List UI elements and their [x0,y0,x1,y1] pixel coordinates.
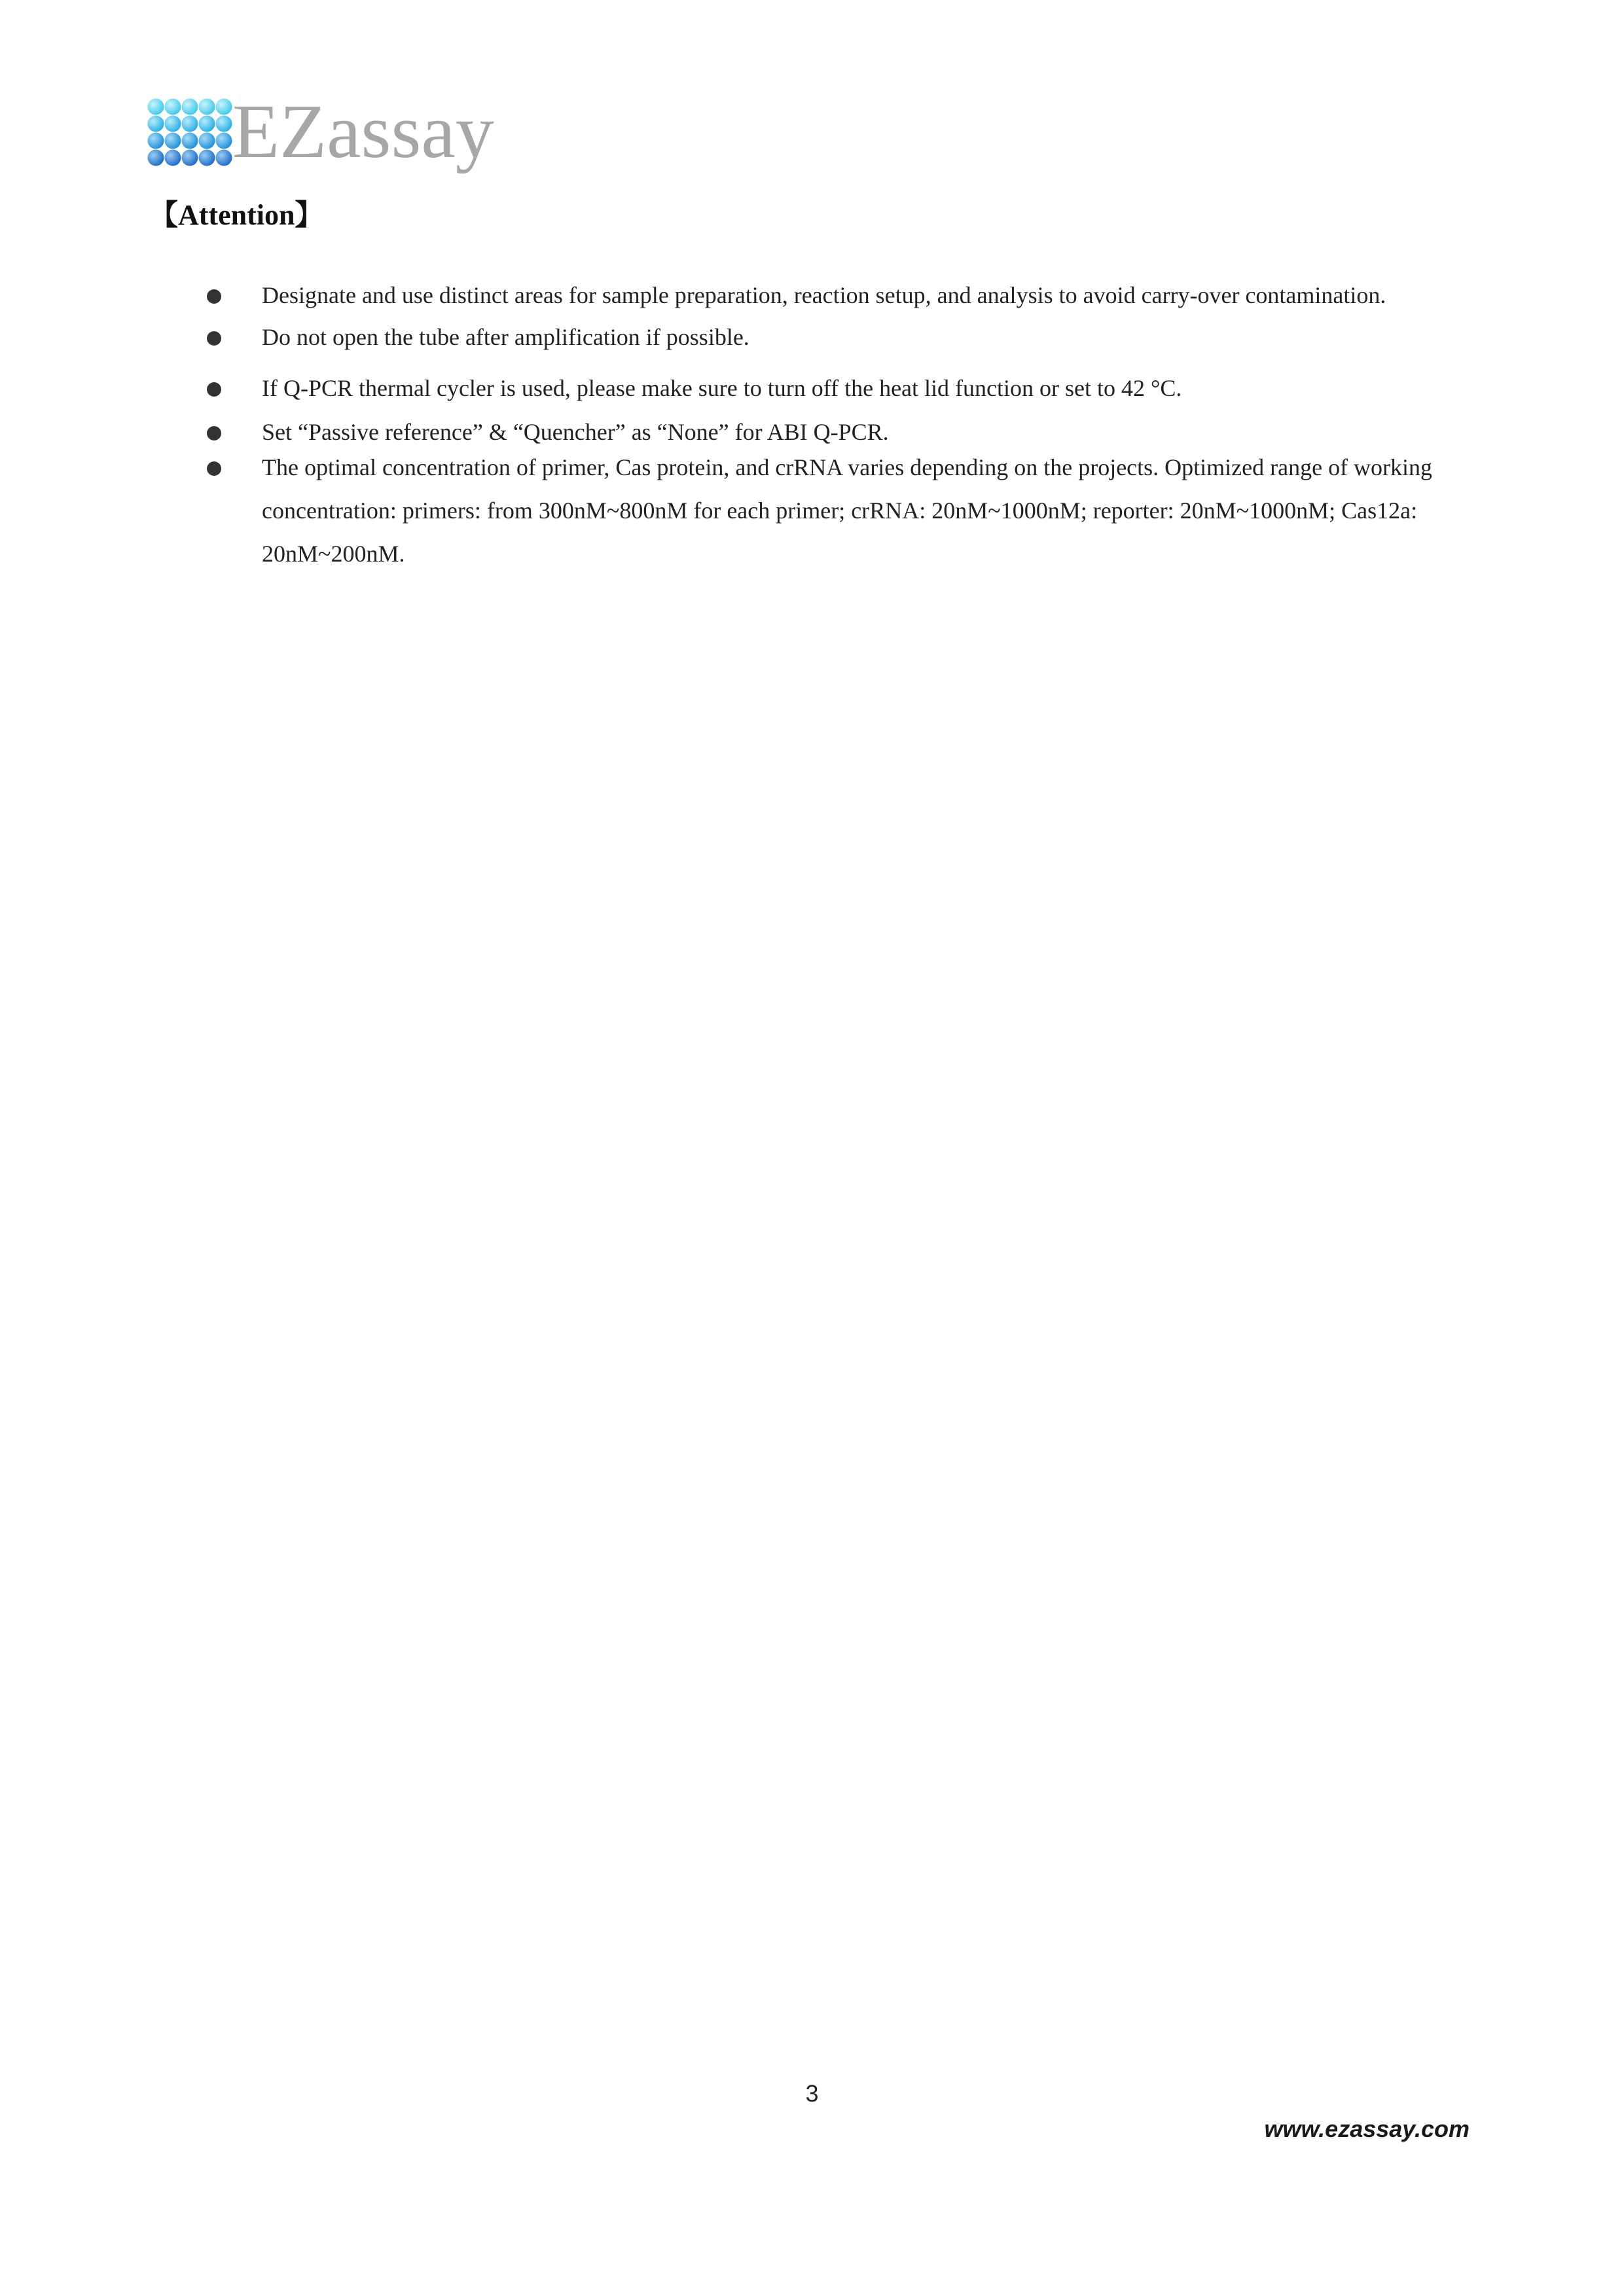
logo-dot [165,133,181,149]
list-item-text: Set “Passive reference” & “Quencher” as “None” for ABI Q-PCR. [262,419,889,445]
bullet-icon [207,331,221,346]
logo-dot [182,99,198,115]
logo-dot [148,99,164,115]
logo-dot [199,116,215,132]
logo-dot [165,116,181,132]
logo-dot [199,99,215,115]
list-item-text: The optimal concentration of primer, Cas protein, and crRNA varies depending on the projects. Optimized range of working concentration: primers: from 300nM~800nM for each primer; crRNA: 20nM~1000nM; reporter: 20nM~1000nM; Cas12a: 20nM~200nM. [262,454,1433,567]
list-item [196,446,1492,575]
bullet-icon [207,382,221,397]
company-logo [147,88,494,187]
website-link[interactable]: www.ezassay.com [1264,2115,1470,2142]
list-item-text: Do not open the tube after amplification if possible. [262,324,749,350]
logo-dot [216,116,232,132]
bullet-icon [207,289,221,304]
list-item [196,315,1492,359]
bullet-icon [207,461,221,476]
logo-dot [148,116,164,132]
logo-dot [165,150,181,166]
logo-wordmark: EZassay [232,88,494,174]
page-number: 3 [805,2080,819,2107]
list-item-text: If Q-PCR thermal cycler is used, please make sure to turn off the heat lid function or set to 42 °C. [262,375,1182,401]
list-item-text: Designate and use distinct areas for sample preparation, reaction setup, and analysis to avoid carry-over contamination. [262,282,1386,308]
logo-dot [216,99,232,115]
logo-dot [182,116,198,132]
logo-dot [199,133,215,149]
logo-dot [182,150,198,166]
logo-dot [148,150,164,166]
logo-dot [165,99,181,115]
bullet-icon [207,426,221,440]
logo-dot [216,150,232,166]
logo-dot [199,150,215,166]
logo-dot [182,133,198,149]
logo-dot [148,133,164,149]
list-item [196,274,1492,317]
logo-dot [216,133,232,149]
list-item [196,367,1492,410]
attention-heading: 【Attention】 [149,199,324,231]
dot-grid-logo-icon [147,98,232,166]
